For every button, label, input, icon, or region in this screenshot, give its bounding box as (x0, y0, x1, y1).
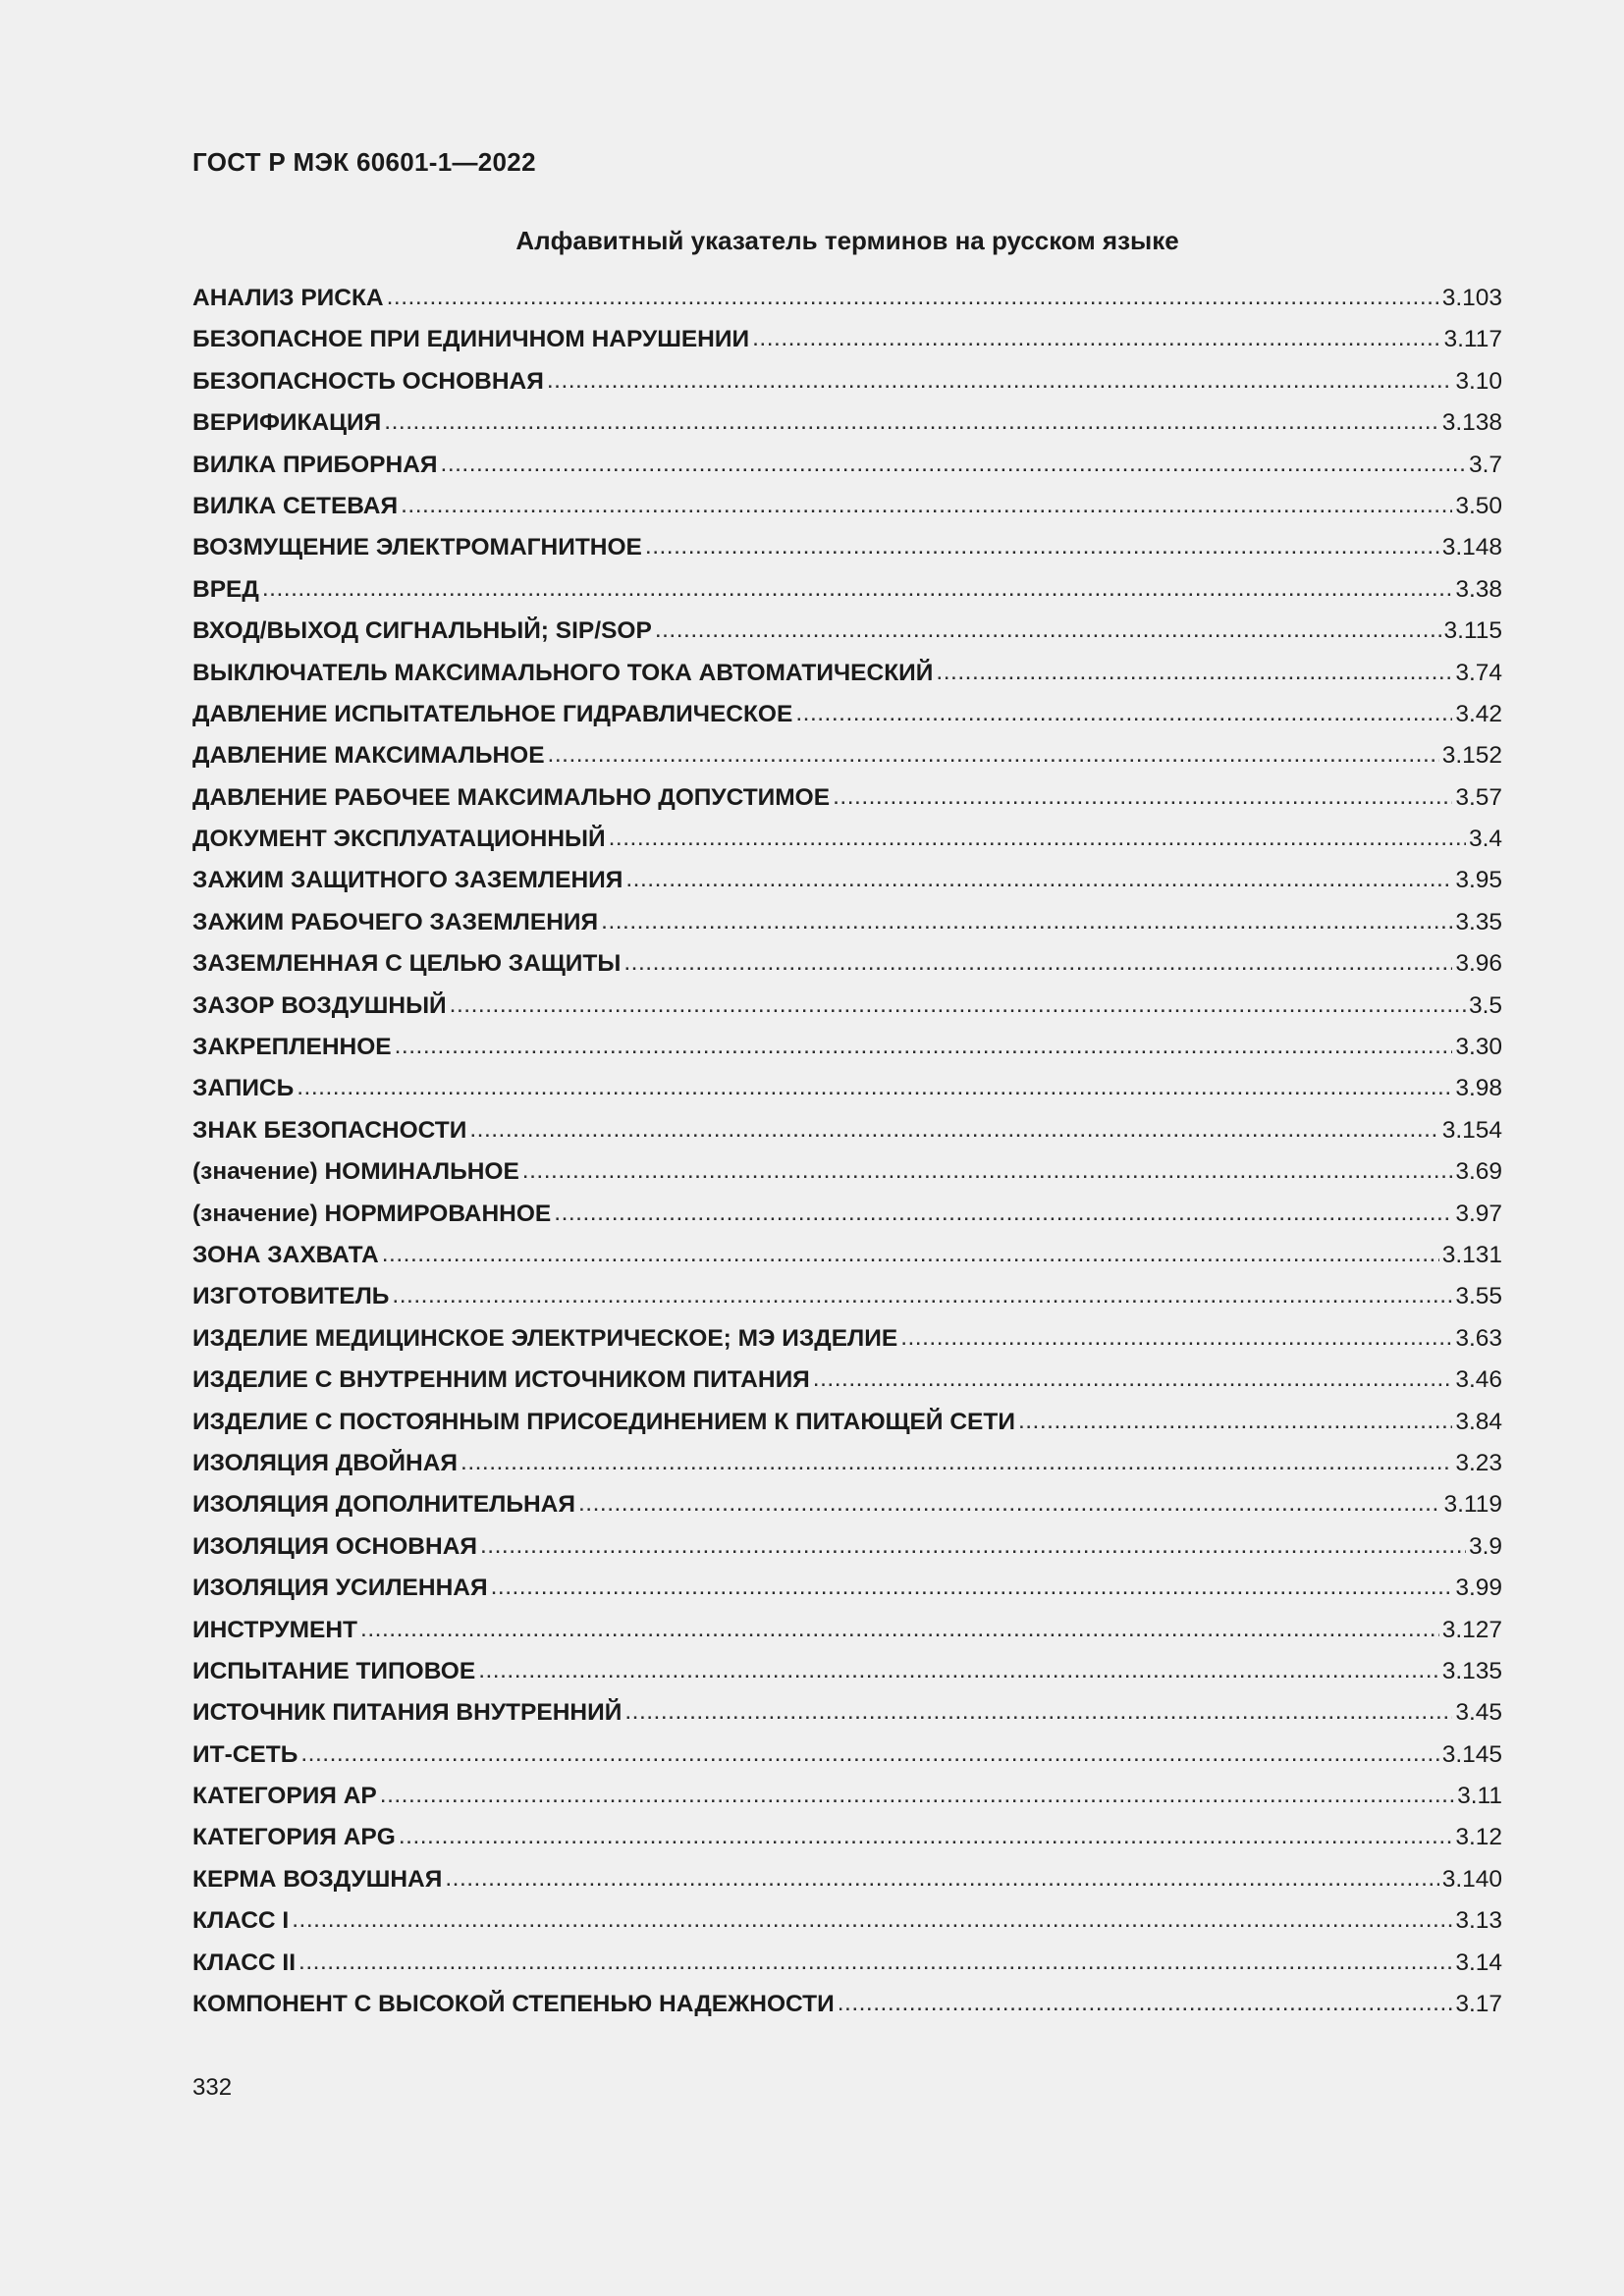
index-reference: 3.115 (1443, 617, 1502, 645)
index-reference: 3.4 (1468, 826, 1502, 853)
index-reference: 3.14 (1455, 1949, 1502, 1976)
index-entry (192, 452, 1502, 493)
index-term: КЕРМА ВОЗДУШНАЯ (192, 1865, 443, 1893)
dot-leader (578, 1490, 1441, 1515)
index-term: ИЗОЛЯЦИЯ ДВОЙНАЯ (192, 1449, 459, 1476)
index-reference: 3.117 (1443, 326, 1502, 353)
index-reference: 3.10 (1455, 367, 1502, 395)
index-entry (192, 1658, 1502, 1699)
index-entry (192, 1034, 1502, 1075)
index-term: ИЗОЛЯЦИЯ ДОПОЛНИТЕЛЬНАЯ (192, 1491, 575, 1519)
index-reference: 3.30 (1455, 1034, 1502, 1061)
index-term: КЛАСС I (192, 1907, 290, 1935)
dot-leader (441, 451, 1466, 475)
index-entry (192, 784, 1502, 826)
index-term: КАТЕГОРИЯ APG (192, 1824, 396, 1851)
index-reference: 3.74 (1455, 659, 1502, 686)
index-entry (192, 742, 1502, 783)
index-reference: 3.154 (1441, 1116, 1502, 1144)
index-term: ЗНАК БЕЗОПАСНОСТИ (192, 1116, 467, 1144)
index-term: ИЗДЕЛИЕ МЕДИЦИНСКОЕ ЭЛЕКТРИЧЕСКОЕ; МЭ ИЗДЕЛИЕ (192, 1324, 898, 1352)
dot-leader (445, 1865, 1438, 1890)
index-reference: 3.55 (1455, 1283, 1502, 1310)
index-reference: 3.127 (1441, 1616, 1502, 1643)
dot-leader (395, 1033, 1453, 1057)
dot-leader (292, 1906, 1452, 1931)
index-entry (192, 1783, 1502, 1824)
index-term: КОМПОНЕНТ С ВЫСОКОЙ СТЕПЕНЬЮ НАДЕЖНОСТИ (192, 1991, 835, 2018)
index-reference: 3.98 (1455, 1075, 1502, 1102)
index-term: ЗАЗОР ВОЗДУШНЫЙ (192, 991, 447, 1019)
index-reference: 3.5 (1468, 991, 1502, 1019)
dot-leader (392, 1282, 1452, 1307)
index-entry (192, 1699, 1502, 1740)
index-term: ВИЛКА ПРИБОРНАЯ (192, 451, 438, 478)
dot-leader (380, 1782, 1454, 1806)
dot-leader (480, 1532, 1466, 1557)
dot-leader (360, 1616, 1439, 1640)
index-entry (192, 285, 1502, 326)
dot-leader (384, 408, 1438, 433)
index-term: БЕЗОПАСНОСТЬ ОСНОВНАЯ (192, 367, 544, 395)
index-reference: 3.140 (1441, 1865, 1502, 1893)
index-entry (192, 1075, 1502, 1116)
index-entry (192, 326, 1502, 367)
index-term: ИСПЫТАНИЕ ТИПОВОЕ (192, 1657, 476, 1684)
index-reference: 3.148 (1441, 534, 1502, 561)
index-entry-list (192, 285, 1502, 2032)
index-entry (192, 1575, 1502, 1616)
index-entry (192, 1242, 1502, 1283)
index-term: АНАЛИЗ РИСКА (192, 285, 384, 311)
dot-leader (469, 1116, 1438, 1141)
dot-leader (645, 533, 1439, 558)
index-entry (192, 1158, 1502, 1200)
index-entry (192, 368, 1502, 409)
index-term: ВОЗМУЩЕНИЕ ЭЛЕКТРОМАГНИТНОЕ (192, 534, 642, 561)
index-entry (192, 1533, 1502, 1575)
dot-leader (609, 825, 1466, 849)
document-header: ГОСТ Р МЭК 60601-1—2022 (192, 147, 536, 177)
index-term: ЗАЗЕМЛЕННАЯ С ЦЕЛЬЮ ЗАЩИТЫ (192, 950, 622, 978)
index-reference: 3.7 (1468, 451, 1502, 478)
dot-leader (655, 616, 1441, 641)
index-term: ДАВЛЕНИЕ МАКСИМАЛЬНОЕ (192, 742, 545, 770)
dot-leader (297, 1074, 1452, 1098)
index-term: (значение) НОМИНАЛЬНОЕ (192, 1158, 519, 1186)
index-term: ИЗОЛЯЦИЯ УСИЛЕННАЯ (192, 1575, 488, 1602)
index-term: ВИЛКА СЕТЕВАЯ (192, 492, 399, 519)
index-reference: 3.17 (1455, 1991, 1502, 2018)
index-entry (192, 1991, 1502, 2032)
index-term: ЗАЖИМ ЗАЩИТНОГО ЗАЗЕМЛЕНИЯ (192, 867, 623, 894)
index-reference: 3.84 (1455, 1408, 1502, 1435)
dot-leader (382, 1241, 1439, 1265)
dot-leader (833, 783, 1452, 808)
index-reference: 3.57 (1455, 783, 1502, 811)
index-entry (192, 534, 1502, 575)
index-term: ДАВЛЕНИЕ РАБОЧЕЕ МАКСИМАЛЬНО ДОПУСТИМОЕ (192, 783, 831, 811)
dot-leader (401, 492, 1452, 516)
index-reference: 3.38 (1455, 575, 1502, 603)
index-reference: 3.45 (1455, 1699, 1502, 1727)
index-term: (значение) НОРМИРОВАННОЕ (192, 1200, 552, 1227)
index-term: ЗАКРЕПЛЕННОЕ (192, 1034, 392, 1061)
index-entry (192, 493, 1502, 534)
dot-leader (838, 1990, 1453, 2014)
index-term: КАТЕГОРИЯ АР (192, 1783, 377, 1810)
index-entry (192, 1617, 1502, 1658)
dot-leader (478, 1657, 1439, 1682)
dot-leader (300, 1740, 1438, 1765)
index-reference: 3.152 (1441, 742, 1502, 770)
index-entry (192, 1741, 1502, 1783)
dot-leader (554, 1200, 1452, 1224)
dot-leader (387, 284, 1439, 308)
dot-leader (491, 1574, 1453, 1598)
page-number: 332 (192, 2074, 233, 2101)
dot-leader (624, 1698, 1452, 1723)
index-entry (192, 1283, 1502, 1324)
index-entry (192, 1866, 1502, 1907)
dot-leader (460, 1449, 1452, 1473)
index-entry (192, 660, 1502, 701)
index-term: ИТ-СЕТЬ (192, 1740, 298, 1768)
index-term: КЛАСС II (192, 1949, 297, 1976)
index-term: ВЫКЛЮЧАТЕЛЬ МАКСИМАЛЬНОГО ТОКА АВТОМАТИЧЕСКИЙ (192, 659, 934, 686)
index-reference: 3.97 (1455, 1200, 1502, 1227)
index-reference: 3.145 (1441, 1740, 1502, 1768)
dot-leader (813, 1365, 1453, 1390)
dot-leader (548, 741, 1439, 766)
dot-leader (936, 659, 1452, 683)
index-entry (192, 576, 1502, 617)
dot-leader (399, 1823, 1452, 1847)
index-entry (192, 1366, 1502, 1408)
index-entry (192, 867, 1502, 908)
index-reference: 3.135 (1441, 1657, 1502, 1684)
index-entry (192, 909, 1502, 950)
index-entry (192, 1907, 1502, 1949)
dot-leader (450, 991, 1466, 1016)
index-entry (192, 1450, 1502, 1491)
index-reference: 3.99 (1455, 1575, 1502, 1602)
index-entry (192, 1325, 1502, 1366)
index-reference: 3.42 (1455, 700, 1502, 727)
index-reference: 3.131 (1441, 1241, 1502, 1268)
index-reference: 3.12 (1455, 1824, 1502, 1851)
index-entry (192, 409, 1502, 451)
index-reference: 3.103 (1441, 285, 1502, 311)
index-entry (192, 701, 1502, 742)
dot-leader (900, 1324, 1452, 1349)
index-reference: 3.13 (1455, 1907, 1502, 1935)
index-entry (192, 1409, 1502, 1450)
dot-leader (522, 1157, 1453, 1182)
index-entry (192, 1117, 1502, 1158)
index-reference: 3.46 (1455, 1366, 1502, 1394)
index-term: ЗОНА ЗАХВАТА (192, 1241, 379, 1268)
index-term: ИСТОЧНИК ПИТАНИЯ ВНУТРЕННИЙ (192, 1699, 623, 1727)
dot-leader (601, 908, 1452, 933)
index-reference: 3.9 (1468, 1532, 1502, 1560)
index-term: БЕЗОПАСНОЕ ПРИ ЕДИНИЧНОМ НАРУШЕНИИ (192, 326, 750, 353)
index-reference: 3.23 (1455, 1449, 1502, 1476)
index-reference: 3.11 (1457, 1783, 1502, 1810)
index-entry (192, 992, 1502, 1034)
index-term: ЗАЖИМ РАБОЧЕГО ЗАЗЕМЛЕНИЯ (192, 908, 599, 935)
index-reference: 3.63 (1455, 1324, 1502, 1352)
index-term: ДАВЛЕНИЕ ИСПЫТАТЕЛЬНОЕ ГИДРАВЛИЧЕСКОЕ (192, 700, 793, 727)
index-entry (192, 1824, 1502, 1865)
dot-leader (623, 949, 1452, 974)
dot-leader (547, 367, 1452, 392)
dot-leader (262, 575, 1452, 600)
index-term: ИЗДЕЛИЕ С ПОСТОЯННЫМ ПРИСОЕДИНЕНИЕМ К ПИТАЮЩЕЙ СЕТИ (192, 1408, 1015, 1435)
index-term: ВХОД/ВЫХОД СИГНАЛЬНЫЙ; SIP/SOP (192, 617, 652, 645)
index-reference: 3.35 (1455, 908, 1502, 935)
index-entry (192, 950, 1502, 991)
index-reference: 3.119 (1443, 1491, 1502, 1519)
index-entry (192, 1949, 1502, 1991)
index-reference: 3.96 (1455, 950, 1502, 978)
dot-leader (795, 700, 1452, 724)
dot-leader (1018, 1408, 1452, 1432)
index-term: ВРЕД (192, 575, 259, 603)
index-term: ИЗГОТОВИТЕЛЬ (192, 1283, 390, 1310)
index-entry (192, 826, 1502, 867)
index-entry (192, 1201, 1502, 1242)
index-term: ИЗДЕЛИЕ С ВНУТРЕННИМ ИСТОЧНИКОМ ПИТАНИЯ (192, 1366, 810, 1394)
index-entry (192, 617, 1502, 659)
dot-leader (298, 1949, 1452, 1973)
index-entry (192, 1491, 1502, 1532)
index-reference: 3.138 (1441, 409, 1502, 437)
index-term: ИНСТРУМЕНТ (192, 1616, 358, 1643)
index-term: ЗАПИСЬ (192, 1075, 295, 1102)
index-reference: 3.95 (1455, 867, 1502, 894)
index-reference: 3.50 (1455, 492, 1502, 519)
dot-leader (625, 866, 1452, 890)
index-term: ВЕРИФИКАЦИЯ (192, 409, 382, 437)
index-term: ДОКУМЕНТ ЭКСПЛУАТАЦИОННЫЙ (192, 826, 606, 853)
index-term: ИЗОЛЯЦИЯ ОСНОВНАЯ (192, 1532, 477, 1560)
index-title: Алфавитный указатель терминов на русском языке (515, 226, 1179, 255)
index-reference: 3.69 (1455, 1158, 1502, 1186)
dot-leader (752, 325, 1440, 349)
